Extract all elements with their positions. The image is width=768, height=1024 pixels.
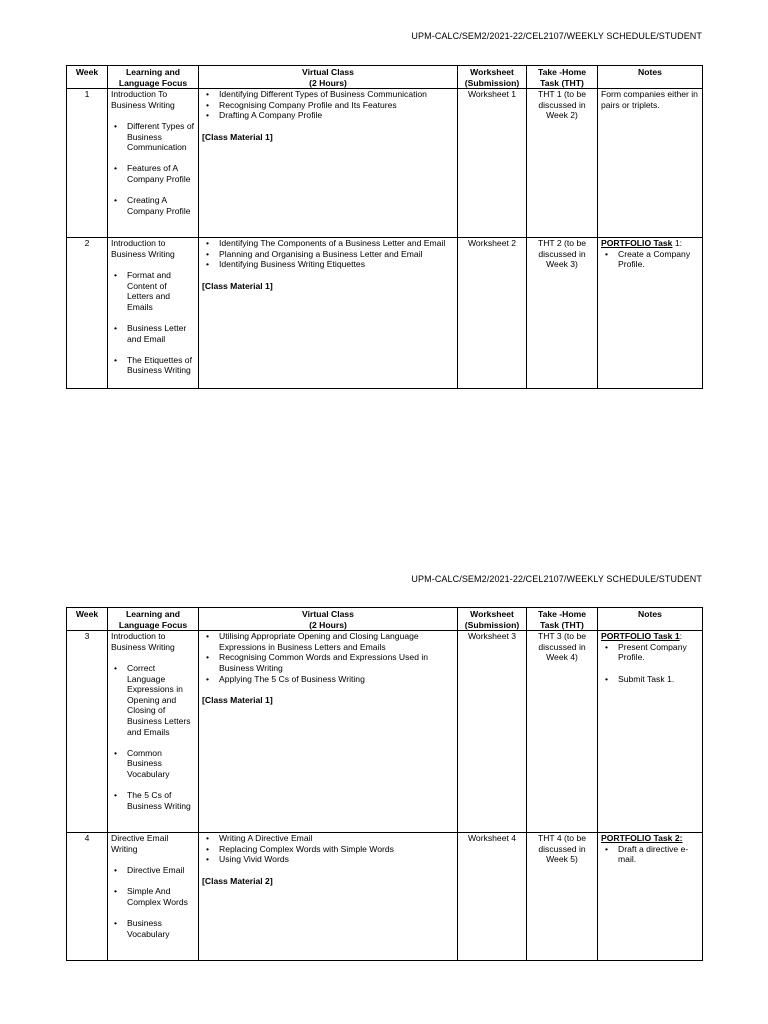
focus-cell — [108, 631, 199, 833]
focus-cell — [108, 238, 199, 389]
virtual-class-item: • Utilising Appropriate Opening and Closing Language Expressions in Business Letters and Emails — [202, 631, 454, 652]
virtual-class-item: • Drafting A Company Profile — [202, 110, 454, 121]
focus-list — [111, 121, 195, 216]
table-header-row — [67, 66, 703, 89]
class-material-label: [Class Material 1] — [202, 280, 273, 291]
virtual-class-item: • Recognising Company Profile and Its Features — [202, 100, 454, 111]
tht-cell: THT 3 (to be discussed in Week 4) — [527, 631, 598, 833]
virtual-class-list — [202, 89, 454, 121]
virtual-class-item: • Replacing Complex Words with Simple Words — [202, 844, 454, 855]
virtual-class-list — [202, 238, 454, 270]
virtual-class-cell — [199, 238, 458, 389]
week-number: 4 — [67, 833, 108, 961]
virtual-class-item: • Identifying Different Types of Business Communication — [202, 89, 454, 100]
virtual-class-cell — [199, 631, 458, 833]
focus-cell — [108, 833, 199, 961]
focus-title: Introduction to Business Writing — [111, 631, 175, 652]
virtual-class-item: • Recognising Common Words and Expressions Used in Business Writing — [202, 652, 454, 673]
notes-list — [601, 642, 699, 684]
focus-item: • The 5 Cs of Business Writing — [111, 790, 195, 811]
focus-item: • Features of A Company Profile — [111, 163, 195, 184]
worksheet-cell: Worksheet 3 — [458, 631, 527, 833]
week-number: 1 — [67, 89, 108, 238]
notes-cell — [598, 238, 703, 389]
focus-cell — [108, 89, 199, 238]
focus-list — [111, 270, 195, 376]
tht-cell: THT 2 (to be discussed in Week 3) — [527, 238, 598, 389]
table-row-week-3 — [67, 631, 703, 833]
portfolio-task-heading: PORTFOLIO Task 1: — [601, 238, 683, 249]
notes-text: Form companies either in pairs or triplets. — [601, 89, 698, 110]
worksheet-cell: Worksheet 2 — [458, 238, 527, 389]
focus-item: • Creating A Company Profile — [111, 195, 195, 216]
document-header-code: UPM-CALC/SEM2/2021-22/CEL2107/WEEKLY SCHEDULE/STUDENT — [411, 31, 702, 41]
virtual-class-item: • Writing A Directive Email — [202, 833, 454, 844]
focus-item: • Format and Content of Letters and Emails — [111, 270, 195, 312]
focus-list — [111, 865, 195, 939]
focus-item: • Correct Language Expressions in Opening and Closing of Business Letters and Emails — [111, 663, 195, 737]
virtual-class-cell — [199, 89, 458, 238]
notes-item: • Draft a directive e-mail. — [601, 844, 699, 865]
table-header-row — [67, 608, 703, 631]
portfolio-task-heading: PORTFOLIO Task 1: — [601, 631, 683, 642]
focus-item: • Business Vocabulary — [111, 918, 195, 939]
class-material-label: [Class Material 2] — [202, 875, 273, 886]
col-header-focus: Learning and Language Focus — [108, 66, 199, 89]
focus-title: Introduction To Business Writing — [111, 89, 175, 110]
focus-item: • Directive Email — [111, 865, 195, 876]
focus-title: Directive Email Writing — [111, 833, 169, 854]
col-header-worksheet: Worksheet (Submission) — [458, 608, 527, 631]
notes-cell — [598, 833, 703, 961]
col-header-tht: Take -Home Task (THT) — [527, 608, 598, 631]
class-material-label: [Class Material 1] — [202, 131, 273, 142]
notes-item: • Present Company Profile. — [601, 642, 699, 663]
col-header-week: Week — [67, 66, 108, 89]
virtual-class-item: • Applying The 5 Cs of Business Writing — [202, 674, 454, 685]
col-header-worksheet: Worksheet (Submission) — [458, 66, 527, 89]
notes-cell — [598, 631, 703, 833]
notes-list — [601, 844, 699, 865]
focus-item: • Simple And Complex Words — [111, 886, 195, 907]
table-row-week-1 — [67, 89, 703, 238]
portfolio-task-heading: PORTFOLIO Task 2: — [601, 833, 683, 844]
virtual-class-item: • Planning and Organising a Business Letter and Email — [202, 249, 454, 260]
col-header-week: Week — [67, 608, 108, 631]
col-header-notes: Notes — [598, 608, 703, 631]
col-header-notes: Notes — [598, 66, 703, 89]
focus-item: • Common Business Vocabulary — [111, 748, 195, 780]
virtual-class-item: • Identifying The Components of a Business Letter and Email — [202, 238, 454, 249]
notes-cell — [598, 89, 703, 238]
worksheet-cell: Worksheet 4 — [458, 833, 527, 961]
virtual-class-item: • Using Vivid Words — [202, 854, 454, 865]
weekly-schedule-table — [66, 65, 703, 389]
focus-list — [111, 663, 195, 811]
notes-list — [601, 249, 699, 270]
tht-cell: THT 1 (to be discussed in Week 2) — [527, 89, 598, 238]
col-header-virtual-class: Virtual Class (2 Hours) — [199, 66, 458, 89]
weekly-schedule-table — [66, 607, 703, 961]
focus-item: • Business Letter and Email — [111, 323, 195, 344]
virtual-class-list — [202, 833, 454, 865]
col-header-virtual-class: Virtual Class (2 Hours) — [199, 608, 458, 631]
col-header-tht: Take -Home Task (THT) — [527, 66, 598, 89]
notes-item: • Create a Company Profile. — [601, 249, 699, 270]
virtual-class-cell — [199, 833, 458, 961]
focus-item: • The Etiquettes of Business Writing — [111, 355, 195, 376]
tht-cell: THT 4 (to be discussed in Week 5) — [527, 833, 598, 961]
focus-title: Introduction to Business Writing — [111, 238, 175, 259]
table-row-week-2 — [67, 238, 703, 389]
table-row-week-4 — [67, 833, 703, 961]
notes-item: • Submit Task 1. — [601, 674, 699, 685]
virtual-class-item: • Identifying Business Writing Etiquettes — [202, 259, 454, 270]
document-header-code: UPM-CALC/SEM2/2021-22/CEL2107/WEEKLY SCHEDULE/STUDENT — [411, 574, 702, 584]
week-number: 2 — [67, 238, 108, 389]
worksheet-cell: Worksheet 1 — [458, 89, 527, 238]
week-number: 3 — [67, 631, 108, 833]
focus-item: • Different Types of Business Communication — [111, 121, 195, 153]
virtual-class-list — [202, 631, 454, 684]
class-material-label: [Class Material 1] — [202, 694, 273, 705]
col-header-focus: Learning and Language Focus — [108, 608, 199, 631]
